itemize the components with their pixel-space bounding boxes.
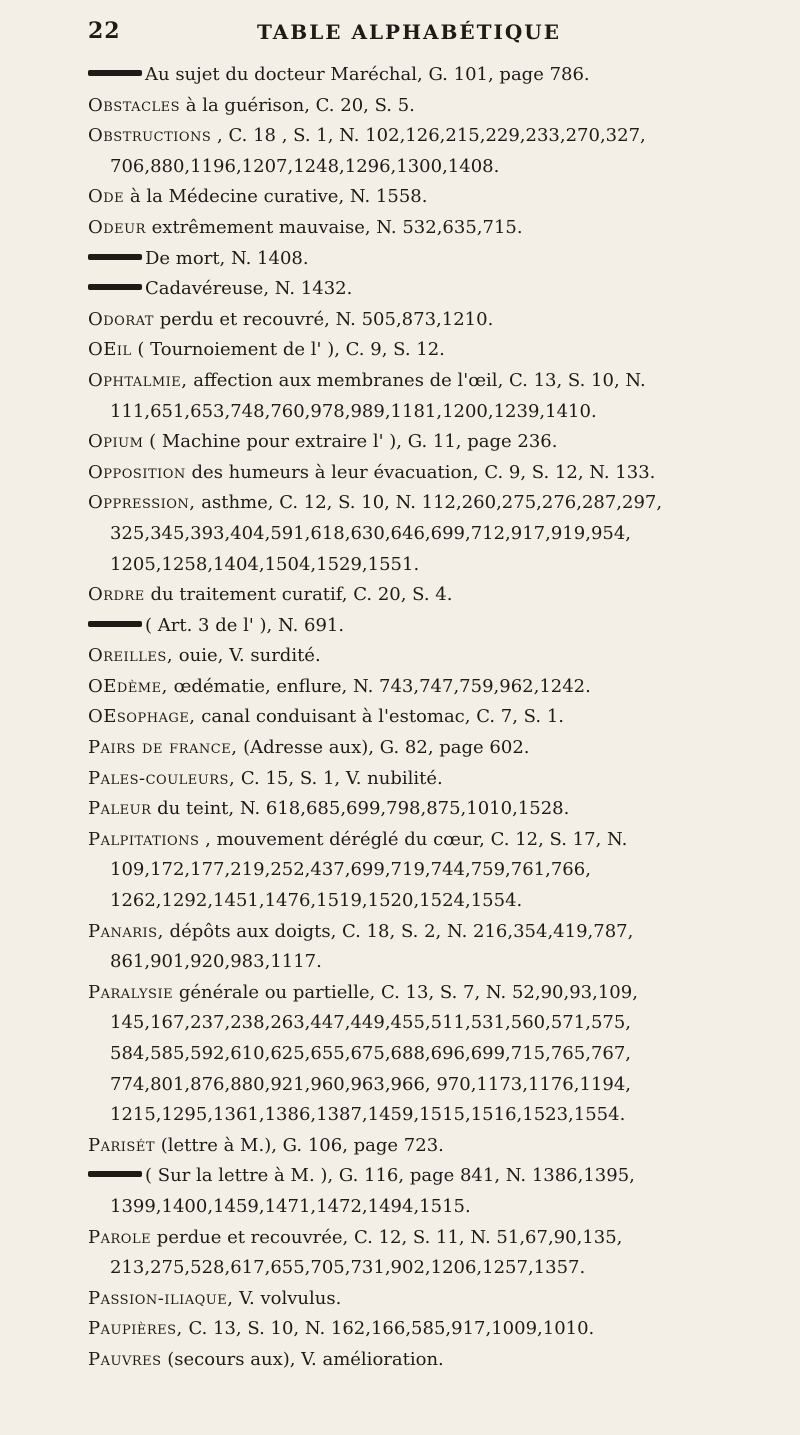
index-entry (88, 1223, 743, 1284)
entry-text: canal conduisant à l'estomac, C. 7, S. 1. (195, 706, 564, 728)
entry-headword: OEil (88, 339, 132, 361)
entry-text: Au sujet du docteur Maréchal, G. 101, page 786. (145, 64, 590, 85)
index-entry (88, 641, 743, 672)
index-entry (88, 366, 743, 427)
index-entry (88, 213, 743, 244)
entry-text: affection aux membranes de l'œil, C. 13, S. 10, N. 111,651,653,748,760,978,989,1181,1200,1239,1410. (110, 369, 646, 422)
ditto-dash (88, 70, 142, 76)
entry-text: ( Sur la lettre à M. ), G. 116, page 841, N. 1386,1395, 1399,1400,1459,1471,1472,1494,1515. (110, 1165, 635, 1217)
index-entry (88, 672, 743, 703)
index-entry (88, 611, 743, 642)
entry-headword: Passion-iliaque, (88, 1287, 234, 1309)
index-entry (88, 917, 743, 978)
entry-text: œdématie, enflure, N. 743,747,759,962,1242. (167, 675, 591, 697)
page-header (88, 18, 730, 52)
entry-headword: Oppression, (88, 492, 196, 514)
entry-headword: Parisét (88, 1134, 155, 1156)
ditto-dash (88, 254, 142, 260)
index-entry (88, 335, 743, 366)
index-entry (88, 1131, 743, 1162)
index-entry (88, 182, 743, 213)
entry-headword: Panaris, (88, 920, 164, 942)
entry-headword: Paleur (88, 798, 152, 820)
entry-text: générale ou partielle, C. 13, S. 7, N. 52,90,93,109, 145,167,237,238,263,447,449,455,511,531,560,571,575, 584,585,592,610,625,655,675,688,696,699,715,765,767, 774,801,876,880,921,960,963,966, 970,1173,1176,1194, 1215,1295,1361,1386,1387,1459,1515,1516,1523,1554. (110, 981, 638, 1126)
index-entry (88, 702, 743, 733)
entry-text: ( Machine pour extraire l' ), G. 11, page 236. (143, 431, 558, 453)
entry-text: perdu et recouvré, N. 505,873,1210. (153, 308, 494, 330)
entry-text: (Adresse aux), G. 82, page 602. (237, 737, 530, 759)
entry-text: V. volvulus. (233, 1287, 342, 1309)
index-entry (88, 825, 743, 917)
entry-text: , mouvement déréglé du cœur, C. 12, S. 17, N. 109,172,177,219,252,437,699,719,744,759,761,766, 1262,1292,1451,1476,1519,1520,1524,1554. (110, 828, 628, 912)
entry-headword: Palpitations (88, 828, 200, 850)
index-entry (88, 121, 743, 182)
entry-headword: Oreilles, (88, 645, 174, 667)
index-entry (88, 1345, 743, 1376)
entry-text: (secours aux), V. amélioration. (161, 1348, 444, 1370)
index-entry (88, 427, 743, 458)
entry-text: ( Art. 3 de l' ), N. 691. (145, 614, 345, 636)
page-number: 22 (88, 18, 121, 44)
entry-headword: Pauvres (88, 1348, 162, 1370)
entry-headword: Parole (88, 1226, 152, 1248)
entry-text: du teint, N. 618,685,699,798,875,1010,1528. (151, 798, 570, 820)
index-entry (88, 733, 743, 764)
entry-text: dépôts aux doigts, C. 18, S. 2, N. 216,354,419,787, 861,901,920,983,1117. (110, 920, 634, 973)
entry-text: C. 15, S. 1, V. nubilité. (235, 767, 443, 789)
entry-text: des humeurs à leur évacuation, C. 9, S. 12, N. 133. (185, 461, 656, 483)
entry-text: perdue et recouvrée, C. 12, S. 11, N. 51,67,90,135, 213,275,528,617,655,705,731,902,1206,1257,1357. (110, 1226, 623, 1279)
entry-headword: Opposition (88, 461, 186, 483)
entry-text: De mort, N. 1408. (145, 247, 309, 269)
index-entry (88, 764, 743, 795)
index-entry (88, 305, 743, 336)
entry-text: , C. 18 , S. 1, N. 102,126,215,229,233,270,327, 706,880,1196,1207,1248,1296,1300,1408. (110, 125, 646, 177)
entry-text: à la Médecine curative, N. 1558. (124, 186, 428, 208)
entry-headword: Odorat (88, 308, 154, 330)
index-entry (88, 1314, 743, 1345)
index-entry (88, 488, 743, 580)
index-entry (88, 91, 743, 122)
entry-headword: Odeur (88, 216, 146, 238)
entry-headword: Ordre (88, 584, 145, 606)
entry-headword: Paralysie (88, 981, 174, 1003)
index-entry (88, 794, 743, 825)
entry-headword: Paupières, (88, 1318, 183, 1340)
index-entry (88, 1284, 743, 1315)
ditto-dash (88, 284, 142, 290)
index-entry (88, 458, 743, 489)
entry-headword: OEsophage, (88, 706, 196, 728)
ditto-dash (88, 621, 142, 627)
entry-headword: OEdème, (88, 675, 168, 697)
entry-headword: Pales-couleurs, (88, 767, 236, 789)
entry-headword: Obstructions (88, 125, 212, 147)
entry-headword: Ode (88, 186, 125, 208)
entry-text: extrêmement mauvaise, N. 532,635,715. (145, 216, 523, 238)
entry-text: (lettre à M.), G. 106, page 723. (155, 1134, 444, 1156)
entry-headword: Pairs de france, (88, 737, 238, 759)
entry-headword: Obstacles (88, 94, 181, 116)
index-entry (88, 60, 743, 91)
entry-headword: Ophtalmie, (88, 369, 188, 391)
ditto-dash (88, 1171, 142, 1177)
entry-text: asthme, C. 12, S. 10, N. 112,260,275,276,287,297, 325,345,393,404,591,618,630,646,699,712,917,919,954, 1205,1258,1404,1504,1529,1551. (110, 492, 663, 575)
entry-text: du traitement curatif, C. 20, S. 4. (144, 584, 453, 606)
index-entry (88, 1161, 743, 1222)
entry-text: ( Tournoiement de l' ), C. 9, S. 12. (131, 339, 445, 361)
entry-text: Cadavéreuse, N. 1432. (145, 278, 353, 300)
index-entries (88, 60, 743, 1376)
entry-text: C. 13, S. 10, N. 162,166,585,917,1009,1010. (182, 1318, 595, 1340)
running-title: TABLE ALPHABÉTIQUE (256, 20, 561, 44)
entry-text: à la guérison, C. 20, S. 5. (180, 94, 415, 116)
entry-text: ouie, V. surdité. (173, 645, 321, 667)
index-entry (88, 978, 743, 1131)
entry-headword: Opium (88, 431, 144, 453)
index-entry (88, 580, 743, 611)
index-entry (88, 274, 743, 305)
index-entry (88, 244, 743, 275)
